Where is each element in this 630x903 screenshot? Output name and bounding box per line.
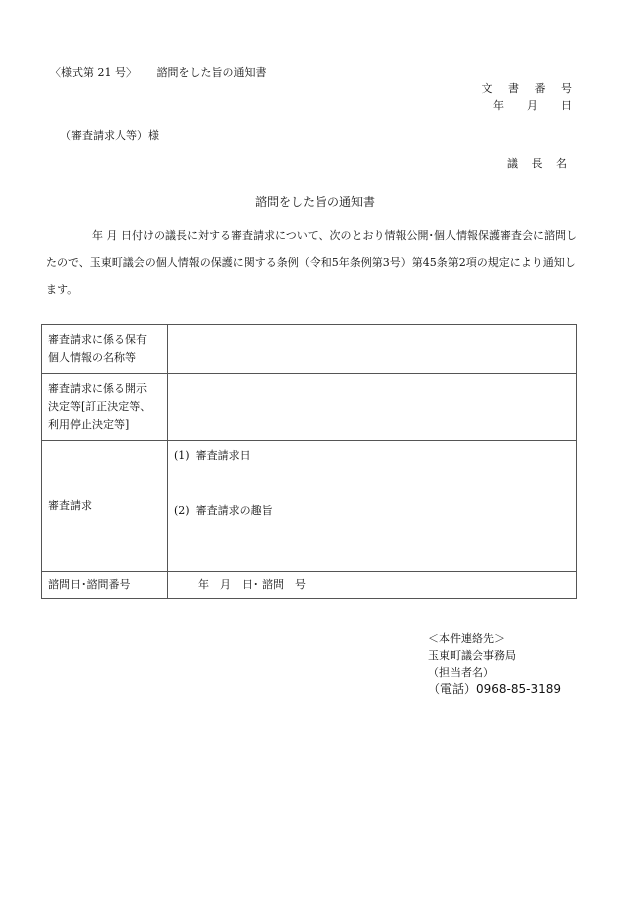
- issue-date: 年 月 日: [493, 99, 578, 112]
- label-line: 利用停止決定等]: [48, 418, 130, 431]
- label-line: 決定等[訂正決定等、: [48, 400, 152, 413]
- item-number: (1): [174, 449, 190, 462]
- row-value-inquiry-date-number: [168, 572, 577, 599]
- document-number-block: [482, 80, 579, 114]
- row-label-review-request: 審査請求: [42, 441, 168, 572]
- item-number: (2): [174, 504, 190, 517]
- contact-block: [428, 630, 561, 698]
- addressee: （審査請求人等）様: [60, 129, 159, 142]
- notice-table: [41, 324, 577, 599]
- row-value-personal-info: [168, 325, 577, 374]
- row-label-inquiry-date-number: 諮問日･諮問番号: [42, 572, 168, 599]
- label-line: 審査請求に係る保有: [48, 333, 147, 346]
- table-row: [42, 374, 577, 441]
- table-row: [42, 325, 577, 374]
- table-row: [42, 441, 577, 572]
- form-number-line: [50, 64, 267, 80]
- form-number: 〈様式第 21 号〉: [50, 66, 137, 79]
- contact-person: （担当者名）: [428, 666, 494, 679]
- item-text: 審査請求の趣旨: [195, 504, 273, 517]
- inquiry-date-number: 年 月 日･ 諮問 号: [198, 578, 306, 591]
- form-name: 諮問をした旨の通知書: [156, 66, 267, 79]
- row-value-disclosure-decision: [168, 374, 577, 441]
- chair-name: 議 長 名: [507, 157, 572, 170]
- row-label-personal-info: [42, 325, 168, 374]
- contact-office: 玉東町議会事務局: [428, 649, 516, 662]
- row-value-review-request: [168, 441, 577, 572]
- label-line: 審査請求に係る開示: [48, 382, 147, 395]
- contact-phone: （電話）0968-85-3189: [428, 682, 562, 696]
- table-row: [42, 572, 577, 599]
- label-line: 個人情報の名称等: [48, 351, 136, 364]
- document-number: 文 書 番 号: [481, 82, 578, 95]
- notice-text: 年 月 日付けの議長に対する審査請求について、次のとおり情報公開･個人情報保護審査会に諮問したので、玉東町議会の個人情報の保護に関する条例（令和5年条例第3号）第45条第2項の規定により通知します。: [46, 229, 578, 296]
- item-text: 審査請求日: [195, 449, 251, 462]
- review-request-date-item: [174, 447, 570, 465]
- row-label-disclosure-decision: [42, 374, 168, 441]
- contact-heading: ＜本件連絡先＞: [428, 632, 505, 645]
- review-request-purpose-item: [174, 502, 570, 520]
- document-title: 諮問をした旨の通知書: [254, 195, 375, 209]
- notice-paragraph: [46, 222, 580, 303]
